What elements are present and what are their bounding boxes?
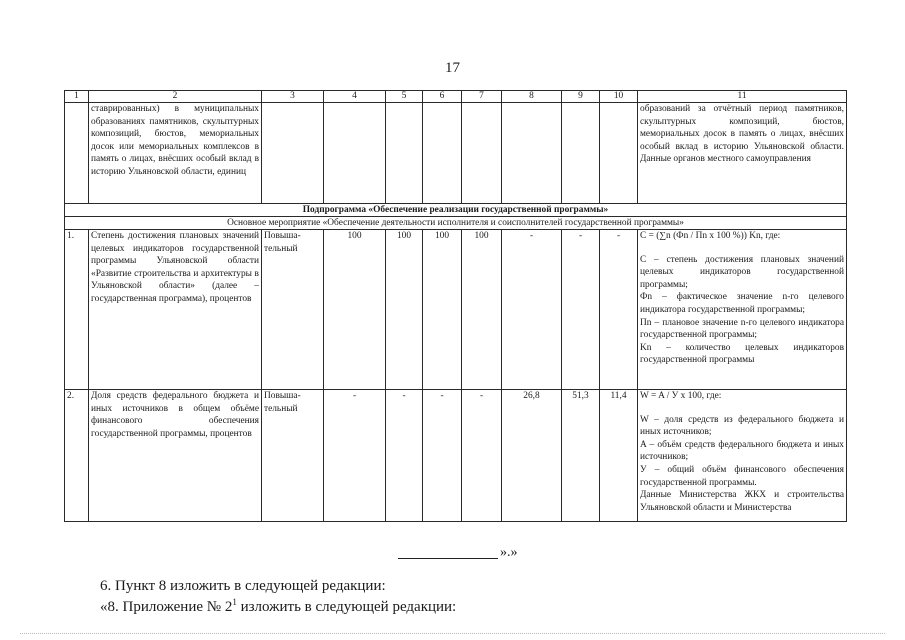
value-cell: 100 [386,230,423,390]
header-cell: 2 [89,91,262,103]
formula-desc: A – объём средств федерального бюджета и иных источников; [640,439,844,463]
scan-edge [20,633,885,635]
header-row [65,91,847,103]
table-row [65,230,847,390]
paragraph-6: 6. Пункт 8 изложить в следующей редакции: [100,578,386,594]
header-cell: 4 [324,91,386,103]
header-cell: 6 [423,91,462,103]
indicator-name: Доля средств федерального бюджета и иных источников в общем объёме финансового обеспечения государственной программы, процентов [89,390,262,522]
value-cell: - [386,390,423,522]
header-cell: 10 [600,91,638,103]
value-cell: 100 [423,230,462,390]
value-cell: - [423,390,462,522]
table-row [65,390,847,522]
header-cell: 5 [386,91,423,103]
section-subtitle: Основное мероприятие «Обеспечение деятельности исполнителя и соисполнителей государственной программы» [65,217,847,230]
header-cell: 8 [502,91,562,103]
formula-desc: Фn – фактическое значение n-го целевого индикатора государственной программы; [640,292,844,315]
row-number: 2. [65,390,89,522]
section-subtitle-row [65,217,847,230]
value-cell: 51,3 [562,390,600,522]
value-cell: - [600,230,638,390]
calculation-method [638,230,847,390]
value-cell: - [462,390,502,522]
section-title: Подпрограмма «Обеспечение реализации государственной программы» [65,204,847,217]
formula-desc: Kn – количество целевых индикаторов государственной программы [640,342,844,366]
formula-desc: W – доля средств из федерального бюджета и иных источников; [640,414,844,438]
value-cell: - [502,230,562,390]
indicator-name: Степень достижения плановых значений целевых индикаторов государственной программы Ульяновской области «Развитие строительства и архитектуры в Ульяновской области» (далее – государственная программа), процентов [89,230,262,390]
formula-desc: Пn – плановое значение n-го целевого индикатора государственной программы; [640,317,844,341]
continued-name-cell: ставрированных) в муниципальных образованиях памятников, скульптурных композиций, бюстов, мемориальных досок или мемориальных комплексов в память о лицах, внёсших особый вклад в историю Ульяновской области, единиц [89,103,262,204]
formula-desc: У – общий объём финансового обеспечения государственной программы. [640,464,844,488]
formula: C = (∑n (Фn / Пn х 100 %)) Kn, где: [640,231,781,241]
paragraph-8-end: изложить в следующей редакции: [236,599,457,615]
paragraph-8-superscript: 1 [232,597,237,607]
formula-desc: Данные Министерства ЖКХ и строительства Ульяновской области и Министерства [640,490,844,513]
formula-desc: C – степень достижения плановых значений целевых индикаторов государственной программы; [640,254,844,290]
closing-mark: ».» [500,545,518,560]
value-cell: - [324,390,386,522]
header-cell: 11 [638,91,847,103]
section-title-row [65,204,847,217]
continued-method-cell: образований за отчётный период памятников, скульптурных композиций, бюстов, мемориальных досок в память о лицах, внёсших особый вклад в историю Ульяновской области. Данные органов местного самоуправления [638,103,847,204]
page-number: 17 [445,60,460,76]
indicator-direction: Повыша-тельный [262,390,324,522]
value-cell: 100 [324,230,386,390]
row-number: 1. [65,230,89,390]
paragraph-8 [100,597,456,616]
formula: W = A / У х 100, где: [640,391,722,401]
value-cell: - [562,230,600,390]
paragraph-8-start: «8. Приложение № 2 [100,599,233,615]
value-cell: 100 [462,230,502,390]
value-cell: 11,4 [600,390,638,522]
indicators-table [64,90,847,522]
header-cell: 3 [262,91,324,103]
header-cell: 7 [462,91,502,103]
calculation-method [638,390,847,522]
value-cell: 26,8 [502,390,562,522]
header-cell: 9 [562,91,600,103]
continued-row [65,103,847,204]
header-cell: 1 [65,91,89,103]
closing-underline [398,548,498,559]
indicator-direction: Повыша-тельный [262,230,324,390]
